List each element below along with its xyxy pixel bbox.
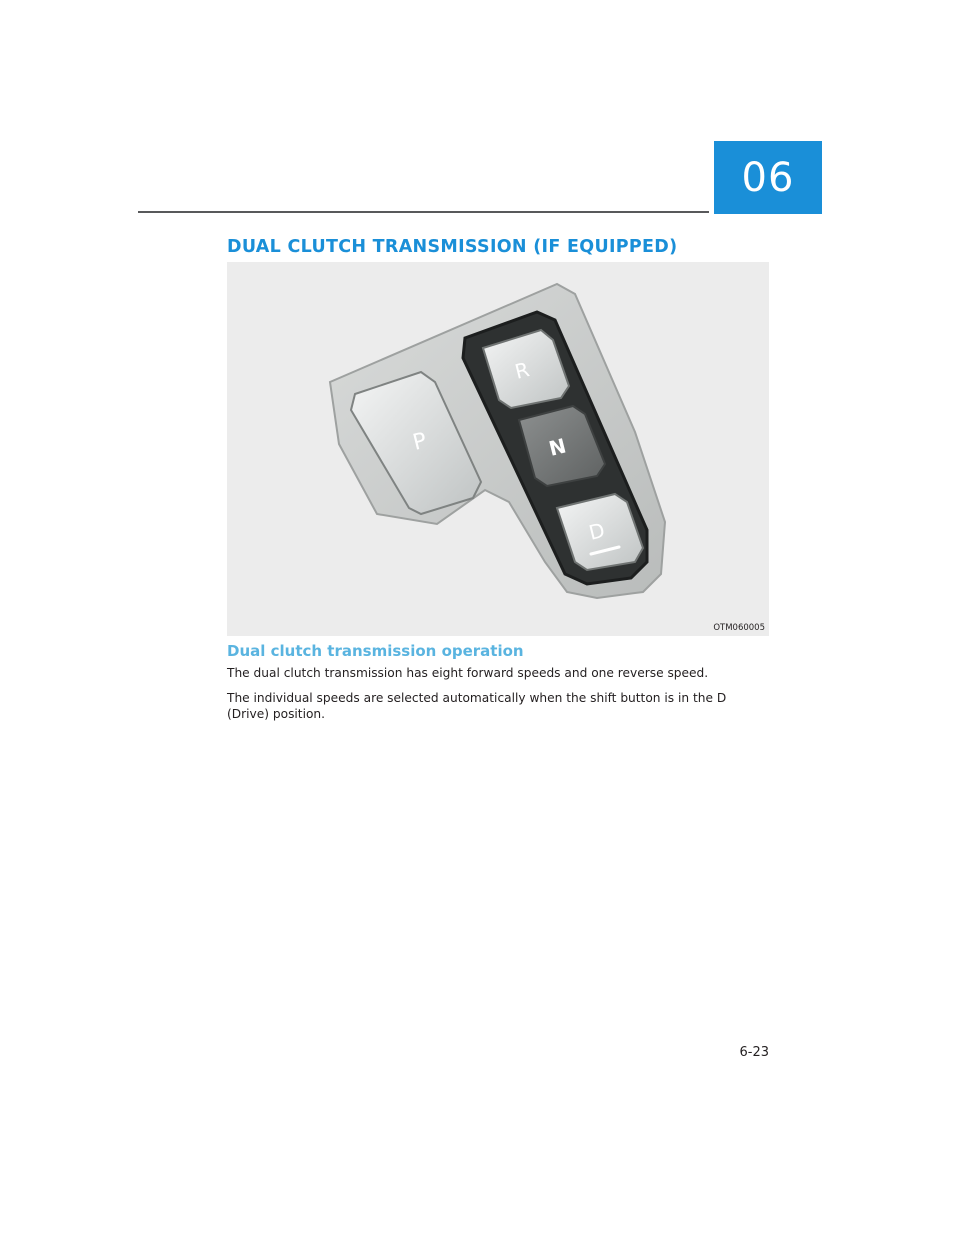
n-button-label: N [546, 433, 569, 461]
page-number: 6-23 [739, 1045, 769, 1060]
d-button-label: D [586, 517, 608, 545]
subsection-title: Dual clutch transmission operation [227, 642, 524, 660]
chapter-tab [714, 141, 822, 214]
section-title: DUAL CLUTCH TRANSMISSION (IF EQUIPPED) [227, 237, 678, 257]
body-paragraph: The individual speeds are selected automatically when the shift button is in the D (Drive) position. [227, 691, 727, 721]
header-rule [138, 211, 709, 213]
body-paragraph: The dual clutch transmission has eight forward speeds and one reverse speed. [227, 666, 709, 680]
figure-code: OTM060005 [713, 623, 765, 633]
shift-console-illustration [227, 262, 769, 636]
chapter-number: 06 [741, 154, 795, 201]
shift-button-figure [227, 262, 769, 636]
r-button-label: R [512, 357, 532, 384]
p-button-label: P [410, 428, 430, 456]
